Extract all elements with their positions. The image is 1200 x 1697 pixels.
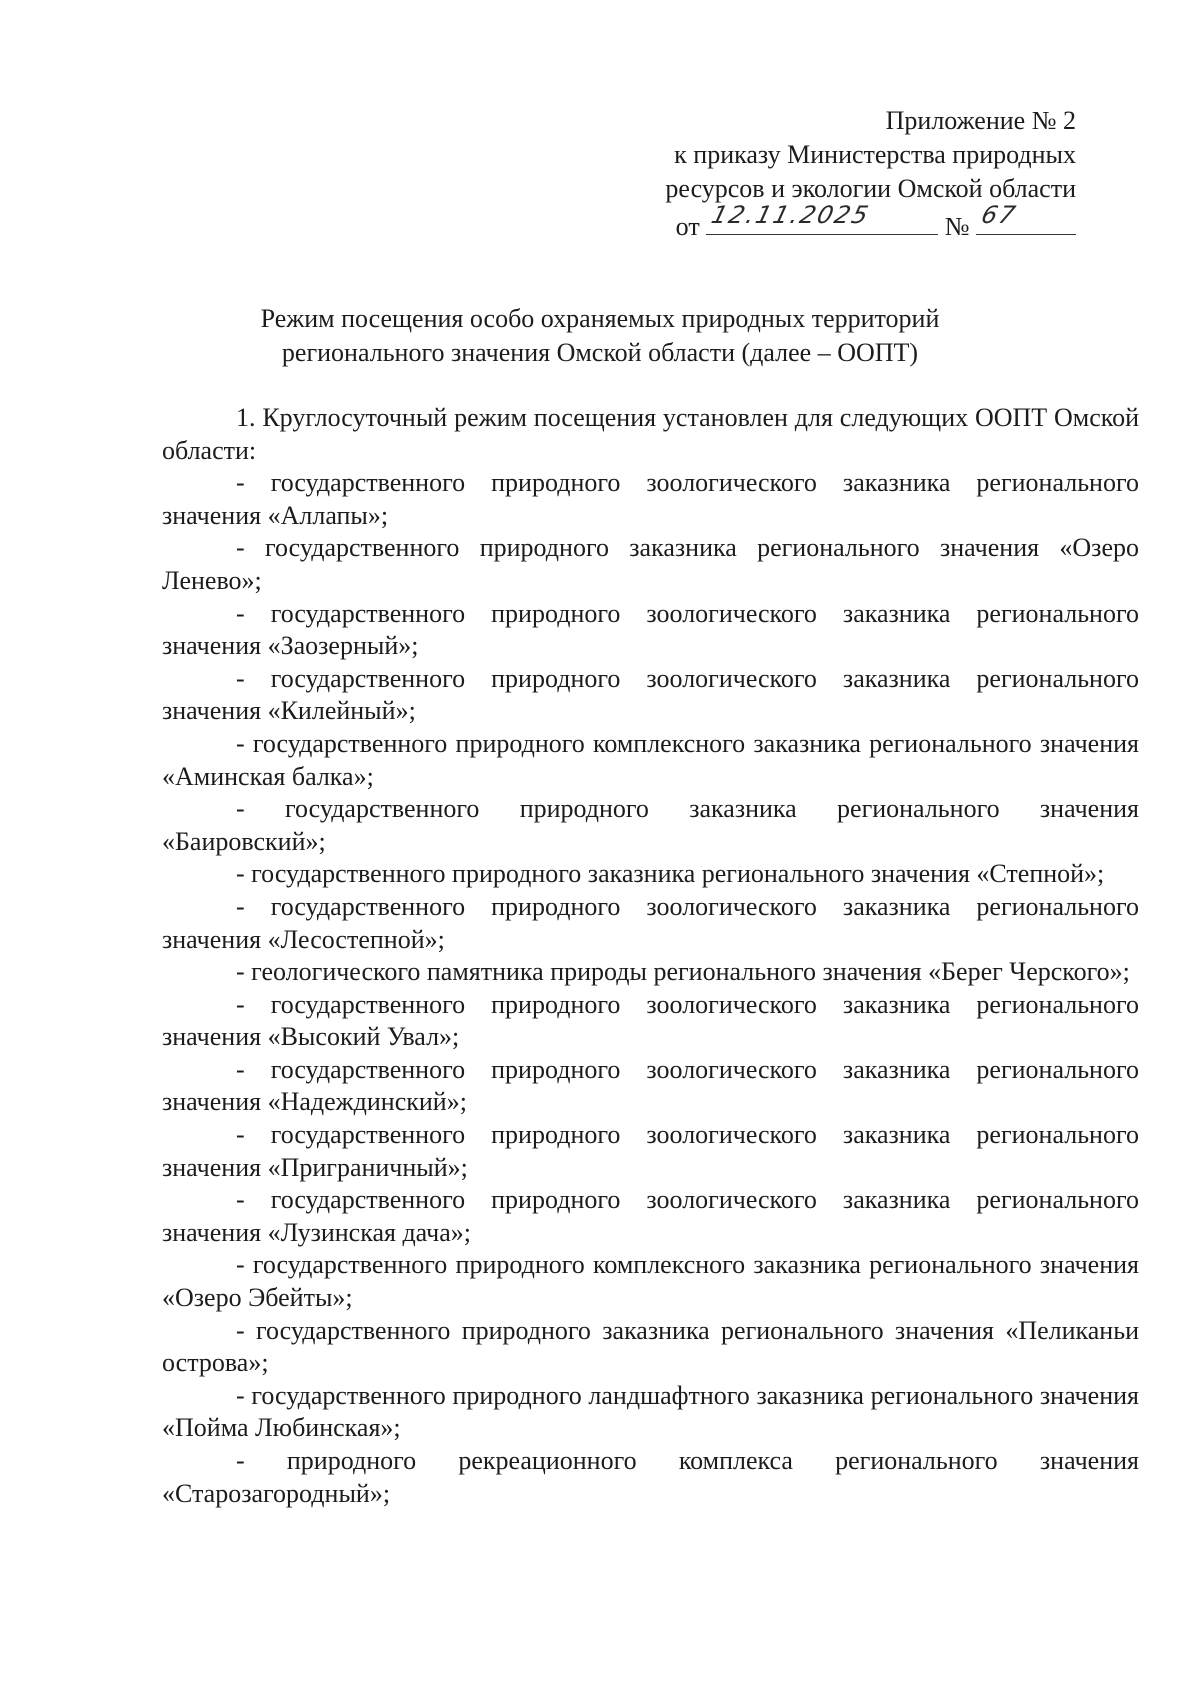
number-prefix: № [944,212,970,241]
list-item: - государственного природного комплексного заказника регионального значения «Аминская балка»; [162,728,1139,791]
ministry-name: ресурсов и экологии Омской области [665,174,1076,203]
date-field [706,201,938,235]
list-item: - государственного природного зоологического заказника регионального значения «Лесостепной»; [162,891,1139,954]
date-prefix: от [675,212,700,241]
list-item: - государственного природного зоологического заказника регионального значения «Заозерный»; [162,598,1139,661]
handwritten-number: 67 [978,201,1021,229]
order-reference: к приказу Министерства природных [674,140,1076,169]
list-item: - государственного природного зоологического заказника регионального значения «Высокий Увал»; [162,989,1139,1052]
appendix-number: Приложение № 2 [885,106,1076,135]
list-item: - государственного природного заказника регионального значения «Степной»; [236,859,1105,889]
document-body [162,402,1139,1510]
list-item: - государственного природного зоологического заказника регионального значения «Килейный»; [162,663,1139,726]
title-line-2: регионального значения Омской области (далее – ООПТ) [281,338,919,367]
list-item: - государственного природного зоологического заказника регионального значения «Приграничный»; [162,1120,1139,1182]
handwritten-date: 12.11.2025 [708,201,874,229]
list-item: - государственного природного зоологического заказника регионального значения «Лузинская дача»; [162,1185,1139,1247]
intro-paragraph: 1. Круглосуточный режим посещения установлен для следующих ООПТ Омской области: [162,403,1139,465]
list-item: - государственного природного заказника регионального значения «Баировский»; [162,794,1139,856]
appendix-header [665,104,1076,244]
list-item: - государственного природного комплексного заказника регионального значения «Озеро Эбейты»; [162,1250,1139,1313]
order-date-number-line [665,201,1076,244]
list-item: - государственного природного зоологического заказника регионального значения «Аллапы»; [162,468,1139,530]
number-field [976,201,1076,235]
title-line-1: Режим посещения особо охраняемых природных территорий [260,304,940,333]
list-item: - государственного природного ландшафтного заказника регионального значения «Пойма Любинская»; [162,1380,1139,1443]
list-item: - природного рекреационного комплекса регионального значения «Старозагородный»; [162,1446,1139,1508]
list-item: - геологического памятника природы регионального значения «Берег Черского»; [236,957,1130,987]
list-item: - государственного природного зоологического заказника регионального значения «Надеждинский»; [162,1054,1139,1117]
document-title [140,302,1060,370]
list-item: - государственного природного заказника регионального значения «Озеро Ленево»; [162,533,1139,595]
list-item: - государственного природного заказника регионального значения «Пеликаньи острова»; [162,1315,1139,1378]
